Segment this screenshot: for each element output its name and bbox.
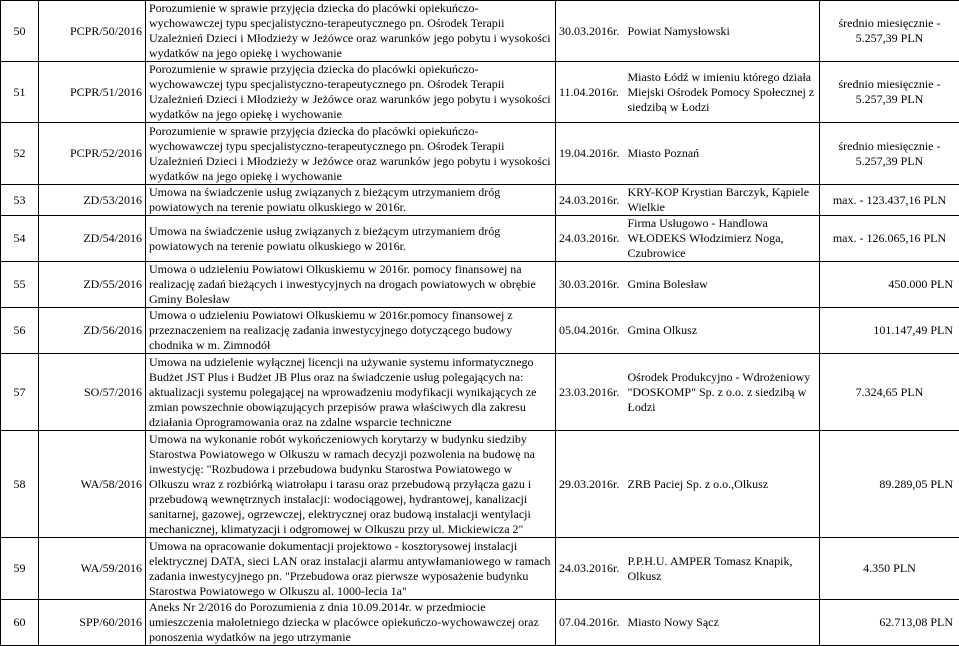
- table-row: [1, 185, 959, 216]
- contract-date: 07.04.2016r.: [556, 600, 625, 646]
- contract-subject: Umowa na udzielenie wyłącznej licencji na używanie systemu informatycznego Budżet JST Plus i Budżet JB Plus oraz na świadczenie usług polegających na: aktualizacji systemu polegającej na wprowadzeniu modyfikacji wynikających ze zmian powszechnie obowiązujących przepisów prawa właściwych dla zakresu działania Oprogramowania oraz na zdalne wsparcie techniczne: [146, 354, 556, 431]
- row-number: 56: [1, 308, 39, 354]
- row-number: 57: [1, 354, 39, 431]
- contract-value: średnio miesięcznie - 5.257,39 PLN: [820, 62, 959, 123]
- contract-party: KRY-KOP Krystian Barczyk, Kąpiele Wielkie: [625, 185, 820, 216]
- contract-date: 24.03.2016r.: [556, 538, 625, 600]
- table-row: [1, 308, 959, 354]
- contract-signature: ZD/55/2016: [39, 262, 146, 308]
- contract-subject: Umowa na świadczenie usług związanych z bieżącym utrzymaniem dróg powiatowych na terenie powiatu olkuskiego w 2016r.: [146, 216, 556, 262]
- contract-value: 7.324,65 PLN: [820, 354, 959, 431]
- contract-party: Gmina Olkusz: [625, 308, 820, 354]
- contract-party: Gmina Bolesław: [625, 262, 820, 308]
- contract-signature: ZD/54/2016: [39, 216, 146, 262]
- contract-signature: WA/58/2016: [39, 431, 146, 538]
- contract-subject: Umowa na świadczenie usług związanych z bieżącym utrzymaniem dróg powiatowych na terenie powiatu olkuskiego w 2016r.: [146, 185, 556, 216]
- contract-party: ZRB Paciej Sp. z o.o.,Olkusz: [625, 431, 820, 538]
- row-number: 55: [1, 262, 39, 308]
- contract-date: 11.04.2016r.: [556, 62, 625, 123]
- contract-party: Powiat Namysłowski: [625, 1, 820, 62]
- contract-date: 29.03.2016r.: [556, 431, 625, 538]
- contract-value: 89.289,05 PLN: [820, 431, 959, 538]
- table-row: [1, 354, 959, 431]
- row-number: 50: [1, 1, 39, 62]
- contract-subject: Umowa o udzieleniu Powiatowi Olkuskiemu w 2016r. pomocy finansowej na realizację zadań bieżących i inwestycyjnych na drogach powiatowych w obrębie Gminy Bolesław: [146, 262, 556, 308]
- contract-subject: Umowa na opracowanie dokumentacji projektowo - kosztorysowej instalacji elektrycznej DATA, sieci LAN oraz instalacji alarmu antywłamaniowego w ramach zadania inwestycyjnego pn. "Przebudowa oraz pierwsze wyposażenie budynku Starostwa Powiatowego w Olkuszu al. 1000-lecia 1a": [146, 538, 556, 600]
- table-row: [1, 1, 959, 62]
- contract-date: 19.04.2016r.: [556, 123, 625, 185]
- contract-value: 101.147,49 PLN: [820, 308, 959, 354]
- contract-signature: WA/59/2016: [39, 538, 146, 600]
- contract-value: średnio miesięcznie - 5.257,39 PLN: [820, 123, 959, 185]
- contract-subject: Aneks Nr 2/2016 do Porozumienia z dnia 10.09.2014r. w przedmiocie umieszczenia małoletniego dziecka w placówce opiekuńczo-wychowawczej oraz ponoszenia wydatków na jego utrzymanie: [146, 600, 556, 646]
- row-number: 51: [1, 62, 39, 123]
- contract-signature: PCPR/52/2016: [39, 123, 146, 185]
- contract-party: Miasto Poznań: [625, 123, 820, 185]
- contract-signature: ZD/53/2016: [39, 185, 146, 216]
- contract-signature: SO/57/2016: [39, 354, 146, 431]
- contract-date: 24.03.2016r.: [556, 185, 625, 216]
- table-row: [1, 62, 959, 123]
- table-row: [1, 600, 959, 646]
- contract-subject: Porozumienie w sprawie przyjęcia dziecka do placówki opiekuńczo-wychowawczej typu specjalistyczno-terapeutycznego pn. Ośrodek Terapii Uzależnień Dzieci i Młodzieży w Jeżówce oraz warunków jego pobytu i wysokości wydatków na jego opiekę i wychowanie: [146, 123, 556, 185]
- contract-party: Miasto Nowy Sącz: [625, 600, 820, 646]
- table-row: [1, 431, 959, 538]
- contract-party: Ośrodek Produkcyjno - Wdrożeniowy "DOSKOMP" Sp. z o.o. z siedzibą w Łodzi: [625, 354, 820, 431]
- contract-date: 23.03.2016r.: [556, 354, 625, 431]
- contract-value: średnio miesięcznie - 5.257,39 PLN: [820, 1, 959, 62]
- contract-party: P.P.H.U. AMPER Tomasz Knapik, Olkusz: [625, 538, 820, 600]
- row-number: 60: [1, 600, 39, 646]
- contract-date: 30.03.2016r.: [556, 1, 625, 62]
- row-number: 58: [1, 431, 39, 538]
- contract-value: 4.350 PLN: [820, 538, 959, 600]
- contract-date: 24.03.2016r.: [556, 216, 625, 262]
- contract-signature: PCPR/51/2016: [39, 62, 146, 123]
- contract-subject: Porozumienie w sprawie przyjęcia dziecka do placówki opiekuńczo-wychowawczej typu specjalistyczno-terapeutycznego pn. Ośrodek Terapii Uzależnień Dzieci i Młodzieży w Jeżówce oraz warunków jego pobytu i wysokości wydatków na jego opiekę i wychowanie: [146, 62, 556, 123]
- contract-value: max. - 123.437,16 PLN: [820, 185, 959, 216]
- contract-date: 05.04.2016r.: [556, 308, 625, 354]
- contract-signature: ZD/56/2016: [39, 308, 146, 354]
- contract-party: Firma Usługowo - Handlowa WŁODEKS Włodzimierz Noga, Czubrowice: [625, 216, 820, 262]
- table-row: [1, 216, 959, 262]
- table-row: [1, 262, 959, 308]
- row-number: 59: [1, 538, 39, 600]
- contract-date: 30.03.2016r.: [556, 262, 625, 308]
- table-row: [1, 123, 959, 185]
- contract-signature: PCPR/50/2016: [39, 1, 146, 62]
- contract-party: Miasto Łódź w imieniu którego działa Miejski Ośrodek Pomocy Społecznej z siedzibą w Łodzi: [625, 62, 820, 123]
- row-number: 52: [1, 123, 39, 185]
- contract-value: 62.713,08 PLN: [820, 600, 959, 646]
- contract-value: max. - 126.065,16 PLN: [820, 216, 959, 262]
- contract-subject: Umowa na wykonanie robót wykończeniowych korytarzy w budynku siedziby Starostwa Powiatowego w Olkuszu w ramach decyzji pozwolenia na budowę na inwestycję: "Rozbudowa i przebudowa budynku Starostwa Powiatowego w Olkuszu wraz z rozbiórką wiatrołapu i tarasu oraz przebudową przyłącza gazu i przebudową wewnętrznych instalacji: wodociągowej, hydrantowej, kanalizacji sanitarnej, gazowej, ogrzewczej, elektrycznej oraz budową instalacji wentylacji mechanicznej, klimatyzacji i odgromowej w Olkuszu przy ul. Mickiewicza 2": [146, 431, 556, 538]
- row-number: 53: [1, 185, 39, 216]
- contract-signature: SPP/60/2016: [39, 600, 146, 646]
- contract-subject: Umowa o udzieleniu Powiatowi Olkuskiemu w 2016r.pomocy finansowej z przeznaczeniem na realizację zadania inwestycyjnego dotyczącego budowy chodnika w m. Zimnodół: [146, 308, 556, 354]
- table-row: [1, 538, 959, 600]
- row-number: 54: [1, 216, 39, 262]
- contract-subject: Porozumienie w sprawie przyjęcia dziecka do placówki opiekuńczo-wychowawczej typu specjalistyczno-terapeutycznego pn. Ośrodek Terapii Uzależnień Dzieci i Młodzieży w Jeżówce oraz warunków jego pobytu i wysokości wydatków na jego opiekę i wychowanie: [146, 1, 556, 62]
- contract-value: 450.000 PLN: [820, 262, 959, 308]
